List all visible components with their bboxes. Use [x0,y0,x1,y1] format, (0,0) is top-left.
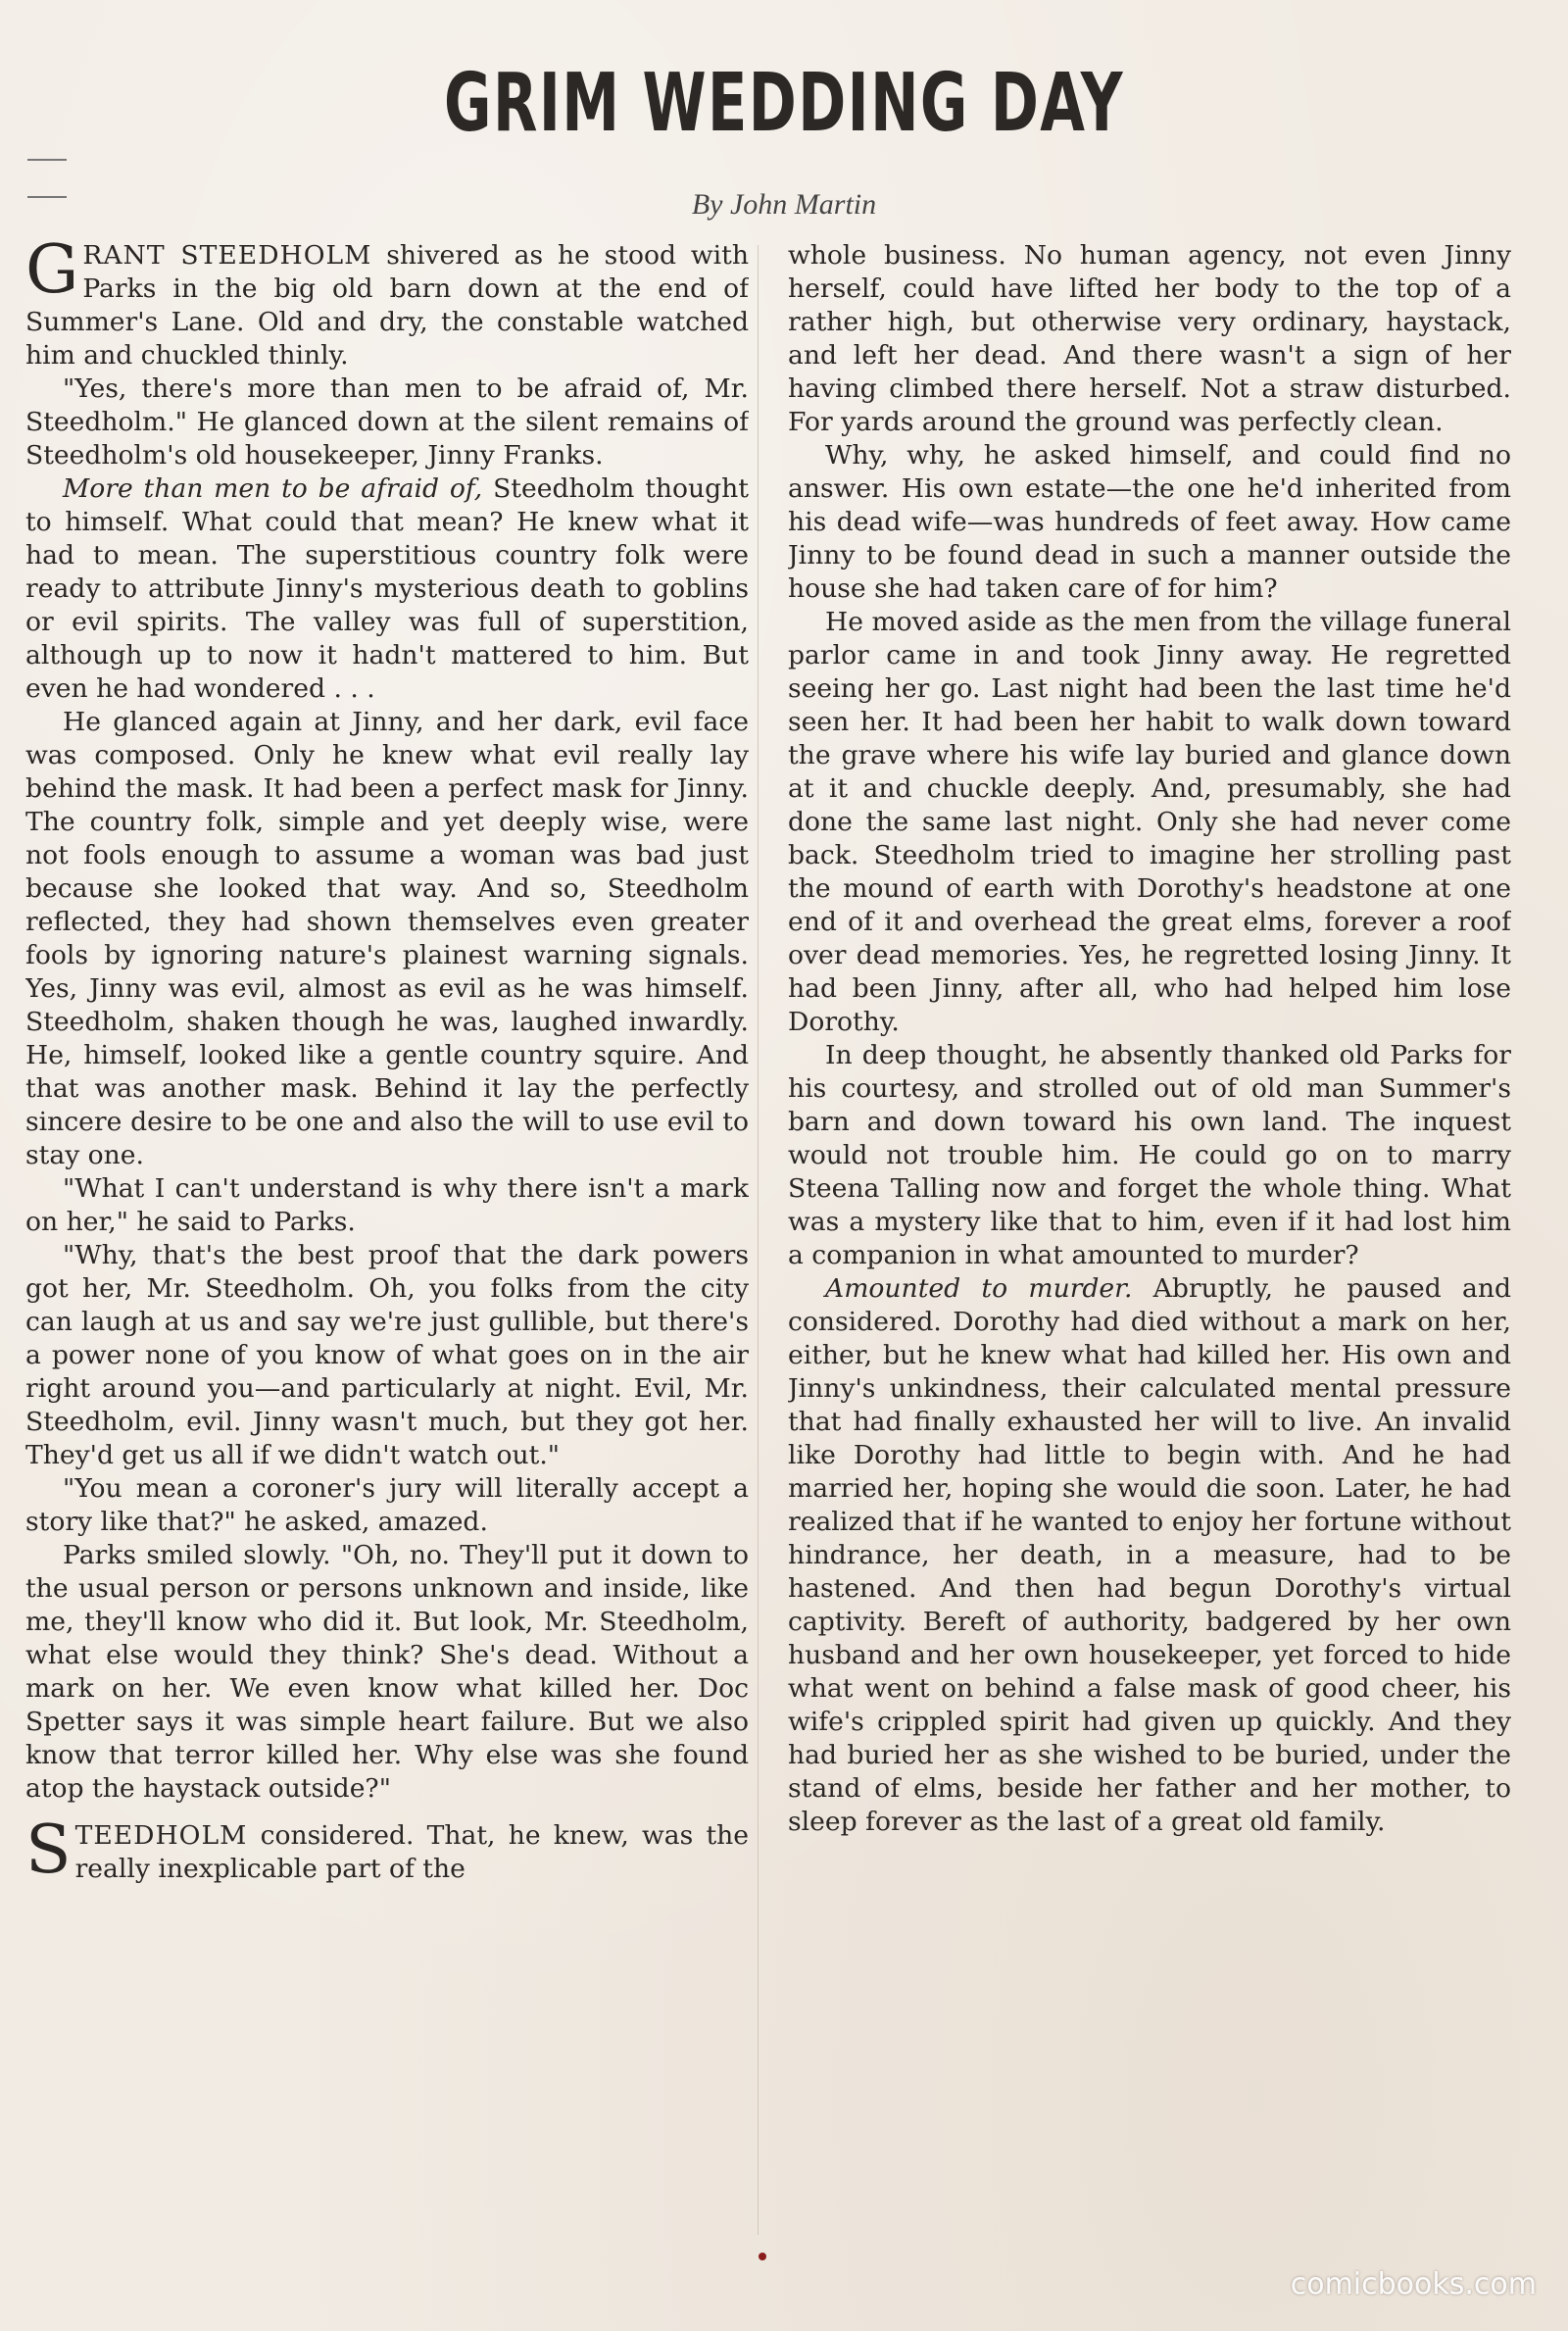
watermark: comicbooks.com [1290,2267,1537,2302]
paragraph: In deep thought, he absently thanked old Parks for his courtesy, and strolled out of old man Summer's barn and down toward his own land. The inquest would not trouble him. He could go on to marry Steena Talling now and forget the whole thing. What was a mystery like that to him, even if it had lost him a companion in what amounted to murder? [788,1040,1511,1270]
paragraph-text: Abruptly, he paused and considered. Dorothy had died without a mark on her, either, but he knew what had killed her. His own and Jinny's unkindness, their calculated mental pressure that had finally exhausted her will to live. An invalid like Dorothy had little to begin with. And he had married her, hoping she would die soon. Later, he had realized that if he wanted to enjoy her fortune without hindrance, her death, in a measure, had to be hastened. And then had begun Dorothy's virtual captivity. Bereft of authority, badgered by her own husband and her own housekeeper, yet forced to hide what went on behind a false mask of good cheer, his wife's crippled spirit had given up quickly. And they had buried her as she wished to be buried, under the stand of elms, beside her father and her mother, to sleep forever as the last of a great old family. [788,1273,1511,1837]
paragraph-text: considered. That, he knew, was the really inexplicable part of the [74,1820,749,1884]
paragraph: "Why, that's the best proof that the dark powers got her, Mr. Steedholm. Oh, you folks from the city can laugh at us and say we're just gullible, but there's a power none of you know of what goes on in the air right around you—and particularly at night. Evil, Mr. Steedholm, evil. Jinny wasn't much, but they got her. They'd get us all if we didn't watch out." [25,1240,749,1470]
end-mark [759,2253,766,2260]
left-column [25,239,749,2239]
drop-cap: S [25,1811,72,1889]
right-column [788,239,1511,2239]
paragraph: Parks smiled slowly. "Oh, no. They'll put it down to the usual person or persons unknown and inside, like me, they'll know who did it. But look, Mr. Steedholm, what else would they think? She's dead. Without a mark on her. We even know what killed her. Doc Spetter says it was simple heart failure. But we also know that terror killed her. Why else was she found atop the haystack outside?" [25,1540,749,1804]
story-title: GRIM WEDDING DAY [444,57,1124,150]
paragraph: He glanced again at Jinny, and her dark, evil face was composed. Only he knew what evil really lay behind the mask. It had been a perfect mask for Jinny. The country folk, simple and yet deeply wise, were not fools enough to assume a woman was bad just because she looked that way. And so, Steedholm reflected, they had shown themselves even greater fools by ignoring nature's plainest warning signals. Yes, Jinny was evil, almost as evil as he was himself. Steedholm, shaken though he was, laughed inwardly. He, himself, looked like a gentle country squire. And that was another mask. Behind it lay the perfectly sincere desire to be one and also the will to use evil to stay one. [25,707,749,1170]
paragraph [25,239,749,372]
lead-caps: TEEDHOLM [74,1820,248,1851]
margin-mark [27,159,67,161]
paragraph [25,1811,749,1889]
paragraph-text: Steedholm thought to himself. What could that mean? He knew what it had to mean. The superstitious country folk were ready to attribute Jinny's mysterious death to goblins or evil spirits. The valley was full of superstition, although up to now it hadn't mattered to him. But even he had wondered . . . [25,473,749,704]
italic-phrase: More than men to be afraid of, [63,473,483,504]
byline: By John Martin [691,188,877,221]
drop-cap: G [25,239,79,309]
paragraph: He moved aside as the men from the village funeral parlor came in and took Jinny away. He regretted seeing her go. Last night had been the last time he'd seen her. It had been her habit to walk down toward the grave where his wife lay buried and glance down at it and chuckle deeply. And, presumably, she had done the same last night. Only she had never come back. Steedholm tried to imagine her strolling past the mound of earth with Dorothy's headstone at one end of it and overhead the great elms, forever a roof over dead memories. Yes, he regretted losing Jinny. It had been Jinny, after all, who had helped him lose Dorothy. [788,607,1511,1037]
column-divider [758,245,759,2235]
paragraph: "You mean a coroner's jury will literally accept a story like that?" he asked, amazed. [25,1473,749,1537]
paragraph [25,472,749,706]
paragraph: "What I can't understand is why there isn't a mark on her," he said to Parks. [25,1173,749,1237]
paragraph [788,1272,1511,1839]
paragraph: whole business. No human agency, not even Jinny herself, could have lifted her body to the top of a rather high, but otherwise very ordinary, haystack, and left her dead. And there wasn't a sign of her having climbed there herself. Not a straw disturbed. For yards around the ground was perfectly clean. [788,240,1511,437]
paragraph-text: shivered as he stood with Parks in the big old barn down at the end of Summer's Lane. Old and dry, the constable watched him and chuckled thinly. [25,240,749,371]
italic-phrase: Amounted to murder. [825,1273,1133,1304]
paragraph: "Yes, there's more than men to be afraid of, Mr. Steedholm." He glanced down at the silent remains of Steedholm's old housekeeper, Jinny Franks. [25,373,749,471]
paragraph: Why, why, he asked himself, and could find no answer. His own estate—the one he'd inherited from his dead wife—was hundreds of feet away. How came Jinny to be found dead in such a manner outside the house she had taken care of for him? [788,440,1511,604]
lead-caps: RANT STEEDHOLM [82,240,372,271]
